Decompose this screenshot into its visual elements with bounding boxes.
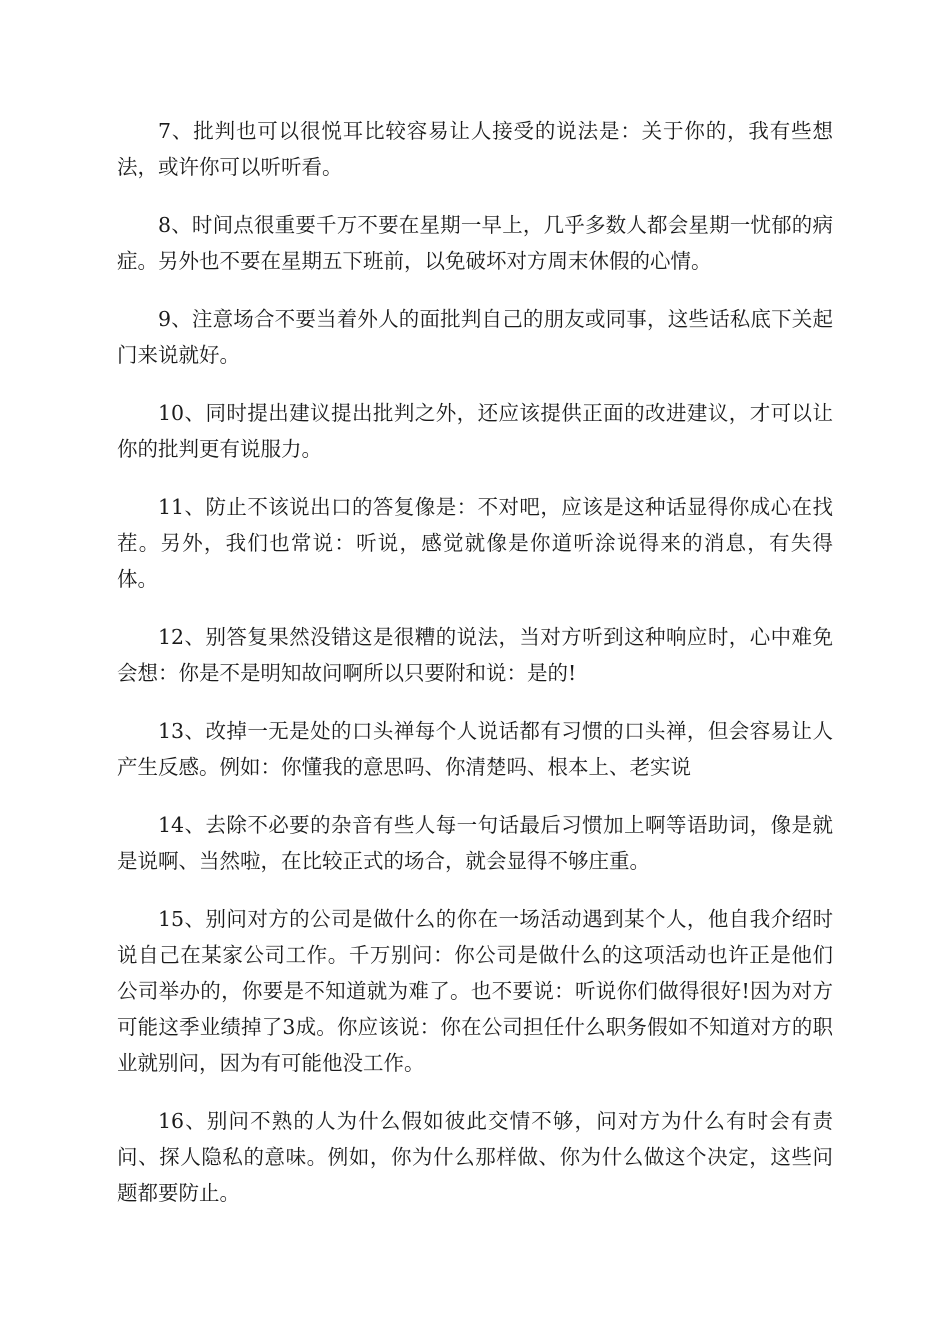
paragraph-13: 13、改掉一无是处的口头禅每个人说话都有习惯的口头禅，但会容易让人产生反感。例如：你懂我的意思吗、你清楚吗、根本上、老实说 [117, 719, 833, 779]
paragraph-14: 14、去除不必要的杂音有些人每一句话最后习惯加上啊等语助词，像是就是说啊、当然啦，在比较正式的场合，就会显得不够庄重。 [117, 813, 833, 873]
paragraph-12: 12、别答复果然没错这是很糟的说法，当对方听到这种响应时，心中难免会想：你是不是明知故问啊所以只要附和说：是的! [117, 625, 833, 685]
document-body [117, 113, 833, 1233]
paragraph-10: 10、同时提出建议提出批判之外，还应该提供正面的改进建议，才可以让你的批判更有说服力。 [117, 401, 833, 461]
paragraph-8: 8、时间点很重要千万不要在星期一早上，几乎多数人都会星期一忧郁的病症。另外也不要在星期五下班前，以免破坏对方周末休假的心情。 [117, 213, 833, 273]
paragraph-7: 7、批判也可以很悦耳比较容易让人接受的说法是：关于你的，我有些想法，或许你可以听听看。 [117, 119, 833, 179]
paragraph-9: 9、注意场合不要当着外人的面批判自己的朋友或同事，这些话私底下关起门来说就好。 [117, 307, 833, 367]
paragraph-16: 16、别问不熟的人为什么假如彼此交情不够，问对方为什么有时会有责问、探人隐私的意味。例如，你为什么那样做、你为什么做这个决定，这些问题都要防止。 [117, 1109, 833, 1205]
paragraph-11: 11、防止不该说出口的答复像是：不对吧，应该是这种话显得你成心在找茬。另外，我们也常说：听说，感觉就像是你道听涂说得来的消息，有失得体。 [117, 495, 833, 591]
paragraph-15: 15、别问对方的公司是做什么的你在一场活动遇到某个人，他自我介绍时说自己在某家公司工作。千万别问：你公司是做什么的这项活动也许正是他们公司举办的，你要是不知道就为难了。也不要说：听说你们做得很好!因为对方可能这季业绩掉了3成。你应该说：你在公司担任什么职务假如不知道对方的职业就别问，因为有可能他没工作。 [117, 907, 833, 1075]
